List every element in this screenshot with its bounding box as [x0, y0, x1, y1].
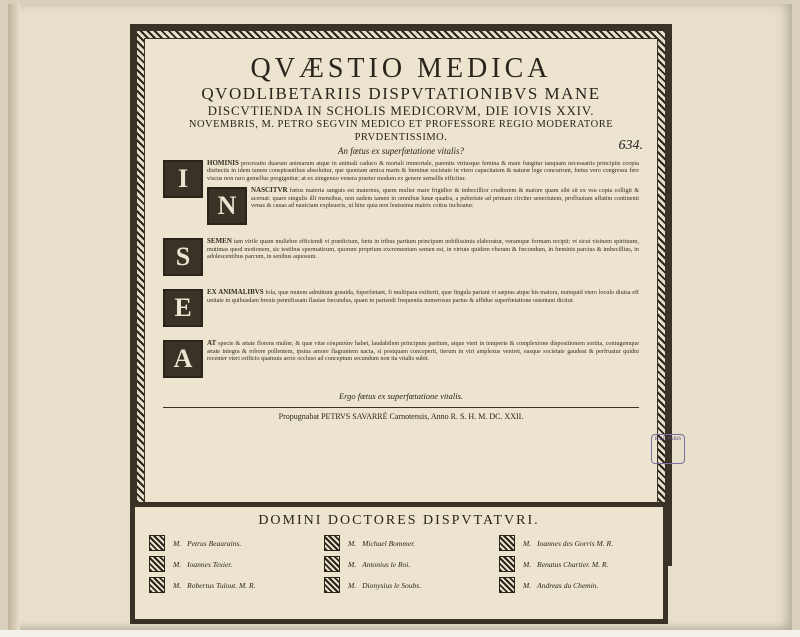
paragraph-lead: HOMINIS — [207, 159, 239, 167]
decorated-initial: N — [207, 187, 247, 225]
doctor-name: Andreas du Chemin. — [537, 580, 599, 590]
thesis-content — [163, 47, 643, 422]
scan-ruler — [0, 630, 800, 637]
paragraph-lead: SEMEN — [207, 237, 232, 246]
decorated-initial: A — [163, 340, 203, 378]
proponent-line: Propugnabat PETRVS SAVARRÉ Carnotensis, Anno R. S. H. M. DC. XXII. — [163, 407, 639, 421]
doctor-name: Ioannes Texier. — [187, 559, 233, 569]
paragraph-2 — [163, 187, 639, 233]
title-line-2: QVODLIBETARIIS DISPVTATIONIBVS MANE — [201, 84, 601, 103]
decorated-initial: S — [163, 238, 203, 276]
doctor-prefix: M. — [348, 559, 357, 569]
doctor-name: Robertus Tulout. M. R. — [187, 580, 256, 590]
ornament-icon — [499, 556, 515, 572]
doctor-prefix: M. — [523, 559, 532, 569]
title-line-4: NOVEMBRIS, M. PETRO SEGVIN MEDICO ET PROFESSORE REGIO MODERATORE PRVDENTISSIMO. — [188, 119, 614, 143]
decorated-initial: E — [163, 289, 203, 327]
doctor-prefix: M. — [523, 580, 532, 590]
decorated-initial: I — [163, 160, 203, 198]
doctor-entry — [499, 577, 649, 593]
ornament-icon — [324, 577, 340, 593]
ornament-icon — [149, 535, 165, 551]
ornament-icon — [324, 556, 340, 572]
page-gutter — [8, 4, 20, 630]
ornament-icon — [324, 535, 340, 551]
doctor-prefix: M. — [523, 538, 532, 548]
doctor-prefix: M. — [348, 580, 357, 590]
paragraph-lead: NASCITVR — [251, 186, 288, 195]
doctor-prefix: M. — [348, 538, 357, 548]
doctor-entry — [324, 577, 474, 593]
conclusion: Ergo fœtus ex superfœtatione vitalis. — [338, 391, 464, 402]
doctor-prefix: M. — [173, 559, 182, 569]
doctor-name: Ioannes des Gorris M. R. — [537, 538, 613, 548]
doctor-name: Antonius le Roi. — [362, 559, 411, 569]
doctors-column-1 — [149, 535, 299, 598]
paragraph-text: procreatio duarum animarum atque in animali caduco & mortali immortale, parentis vtriusque femina & mare fungitur tanquam necessariis principiis coopta distinctis in idem tamen conspirantibus absoluitur, que quoniam amica maris & fœminæ societate in vtero capacitatem & naturæ lege concurrunt, fœtus vero congressu fere viscus non raro gemellus progignitur; at ex simgenuo venera praeter modum ex genere semellis efficitur. — [207, 160, 639, 182]
title-line-1: QVÆSTIO MEDICA — [250, 53, 552, 84]
paragraph-lead: EX ANIMALIBVS — [207, 288, 264, 297]
stamp-text: R.F.P. PARIS — [654, 437, 682, 442]
ornament-icon — [149, 556, 165, 572]
paragraph-3 — [163, 238, 639, 284]
question — [163, 138, 643, 156]
paragraph-text: tam virile quam muliebre efficiendi vi prædictum, fœtu in tribus partium principum nobilissimis elaboratur, veramque formam recipit: vt sicut visinem spirituum, mutimas quod motionem, sic testibus spermaticum, quorum proprium excrementum semen est, in virtute quidem vberam & fœcundum, in fœminis parcius & imbecillius, in adolescentibus parcum, in senibus aquosum. — [207, 238, 640, 261]
ornament-icon — [499, 577, 515, 593]
text-frame — [144, 38, 658, 552]
doctor-entry — [149, 556, 299, 572]
paragraph-text: fola, quæ mutem admittunt grauida, fuperfœtant, fi multipara extiterit, quæ fingula pariant vt sæpius atque his maiora, numquid vtero loculo diuisa eff unitate in quibusdam breuis pennifissam flauiae fœcundus, quam in pariendi frequentia numerosus partus & affidue superfœtatione ostentant dicitur. — [207, 289, 639, 304]
doctor-entry — [324, 535, 474, 551]
ornament-icon — [499, 535, 515, 551]
page-number: 634. — [618, 138, 643, 153]
doctors-title: DOMINI DOCTORES DISPVTATVRI. — [258, 513, 540, 528]
doctor-entry — [324, 556, 474, 572]
ornament-icon — [149, 577, 165, 593]
doctor-entry — [149, 535, 299, 551]
question-text: An fœtus ex superfœtatione vitalis? — [338, 146, 464, 156]
doctor-name: Renatus Chartier. M. R. — [537, 559, 609, 569]
paragraph-lead: AT — [207, 339, 217, 348]
doctor-entry — [499, 535, 649, 551]
doctor-name: Dionysius le Soubs. — [362, 580, 422, 590]
paragraph-text: fœtus materia sanguis est maternus, quem mulier mare frigidior & imbecillior crudiorem & maiore quam sibi sit ex vsu copia colligit & aceruat: quare singulis illi mensibus, non eadem tamen in omnibus lunæ quadra, a pubertate ad primam circiter senectutem, profluuium affatim continenti venas & cauas ad nauiciam expleueris, ut hinc quia non leuissima matrix coitus inchoatur. — [251, 187, 640, 210]
paragraph-text: specie & ætate florens mulier, & quæ vitæ εὐκρασίαν habet, laudabilem principum partium, atque vteri in temperie & complexione dispositionem sortita, coniugemque ætate integra & robore pollentem, ipsius amore flagrantem nacta, si postquam conceperit, iterum in viri amplexus veniret, easque societate gaudeat & perfruatur quidni recenter vteri orificio quamuis arcte occluso ad conceptum secundum non ita vitalis subit. — [207, 340, 640, 363]
doctor-entry — [149, 577, 299, 593]
doctor-prefix: M. — [173, 538, 182, 548]
paragraph-4 — [163, 289, 639, 335]
doctor-name: Petrus Beaurains. — [187, 538, 242, 548]
doctor-name: Michael Bommer. — [362, 538, 416, 548]
ornamental-border — [130, 24, 672, 566]
doctors-column-2 — [324, 535, 474, 598]
doctors-panel — [130, 502, 668, 624]
title-line-3: DISCVTIENDA IN SCHOLIS MEDICORVM, DIE IOVIS XXIV. — [207, 103, 595, 118]
paragraph-5 — [163, 340, 639, 386]
doctors-columns — [135, 535, 663, 598]
doctors-column-3 — [499, 535, 649, 598]
library-stamp — [651, 434, 685, 464]
doctor-entry — [499, 556, 649, 572]
doctor-prefix: M. — [173, 580, 182, 590]
